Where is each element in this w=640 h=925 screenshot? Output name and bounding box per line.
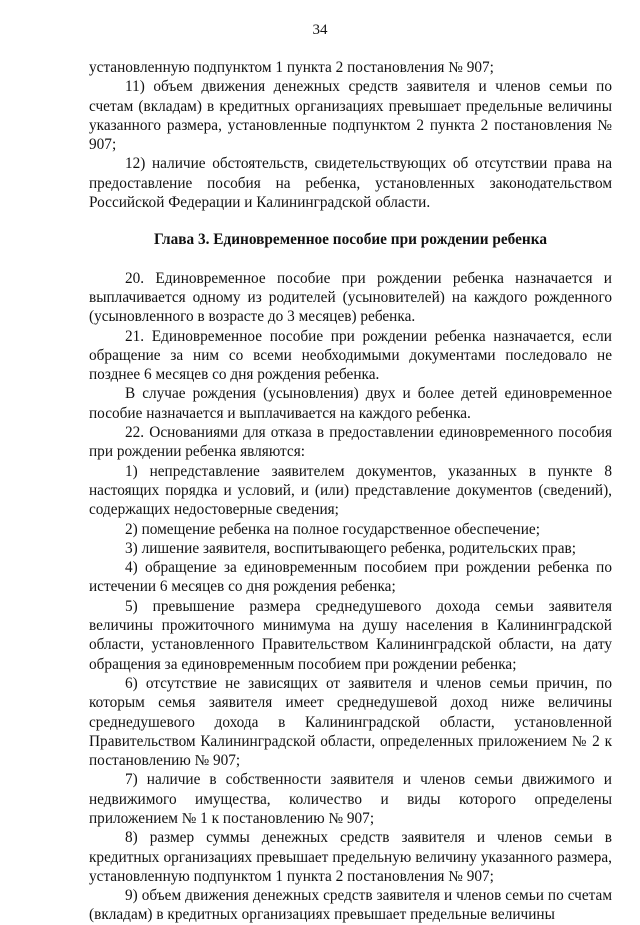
list-item-3: 3) лишение заявителя, воспитывающего ребенка, родительских прав;: [125, 539, 576, 557]
paragraph-item-12: 12) наличие обстоятельств, свидетельствующих об отсутствии права на предоставление пособия на ребенка, установленных законодательством Российской Федерации и Калининградской области.: [89, 155, 612, 212]
list-item-7: 7) наличие в собственности заявителя и членов семьи движимого и недвижимого имущества, количество и виды которого определены приложением № 1 к постановлению № 907;: [89, 771, 612, 827]
list-item-4: 4) обращение за единовременным пособием при рождении ребенка по истечении 6 месяцев со дня рождения ребенка;: [89, 559, 612, 596]
paragraph-21-continuation: В случае рождения (усыновления) двух и более детей единовременное пособие назначается и выплачивается на каждого ребенка.: [89, 385, 612, 422]
paragraph-22: 22. Основаниями для отказа в предоставлении единовременного пособия при рождении ребенка являются:: [89, 424, 612, 461]
list-item-9: 9) объем движения денежных средств заявителя и членов семьи по счетам (вкладам) в кредитных организациях превышает предельные величины: [89, 887, 612, 924]
list-item-1: 1) непредставление заявителем документов, указанных в пункте 8 настоящих порядка и условий, и (или) представление документов (сведений), содержащих недостоверные сведения;: [89, 462, 612, 519]
paragraph-continuation: установленную подпунктом 1 пункта 2 постановления № 907;: [89, 59, 494, 76]
list-item-6: 6) отсутствие не зависящих от заявителя и членов семьи причин, по которым семья заявителя имеет среднедушевой доход ниже величины среднедушевого дохода в Калининградской области, установленной Правительством Калининградской области, определенных приложением № 2 к постановлению № 907;: [89, 674, 612, 770]
list-item-8: 8) размер суммы денежных средств заявителя и членов семьи в кредитных организациях превышает предельную величину указанного размера, установленную подпунктом 1 пункта 2 постановления № 907;: [89, 829, 612, 885]
document-body: [89, 58, 612, 925]
list-item-2: 2) помещение ребенка на полное государственное обеспечение;: [125, 520, 540, 538]
paragraph-20: 20. Единовременное пособие при рождении ребенка назначается и выплачивается одному из родителей (усыновителей) на каждого рожденного (усыновленного в возрасте до 3 месяцев) ребенка.: [89, 269, 612, 326]
list-item-5: 5) превышение размера среднедушевого дохода семьи заявителя величины прожиточного минимума на душу населения в Калининградской области, установленного Правительством Калининградской области, на дату обращения за единовременным пособием при рождении ребенка;: [89, 597, 612, 673]
paragraph-item-11: 11) объем движения денежных средств заявителя и членов семьи по счетам (вкладам) в кредитных организациях превышает предельные величины указанного размера, установленные подпунктом 2 пункта 2 постановления № 907;: [89, 78, 612, 154]
page-number: 34: [312, 22, 328, 38]
chapter-title: Глава 3. Единовременное пособие при рождении ребенка: [154, 231, 547, 249]
paragraph-21: 21. Единовременное пособие при рождении ребенка назначается, если обращение за ним со всеми необходимыми документами последовало не позднее 6 месяцев со дня рождения ребенка.: [89, 327, 612, 384]
